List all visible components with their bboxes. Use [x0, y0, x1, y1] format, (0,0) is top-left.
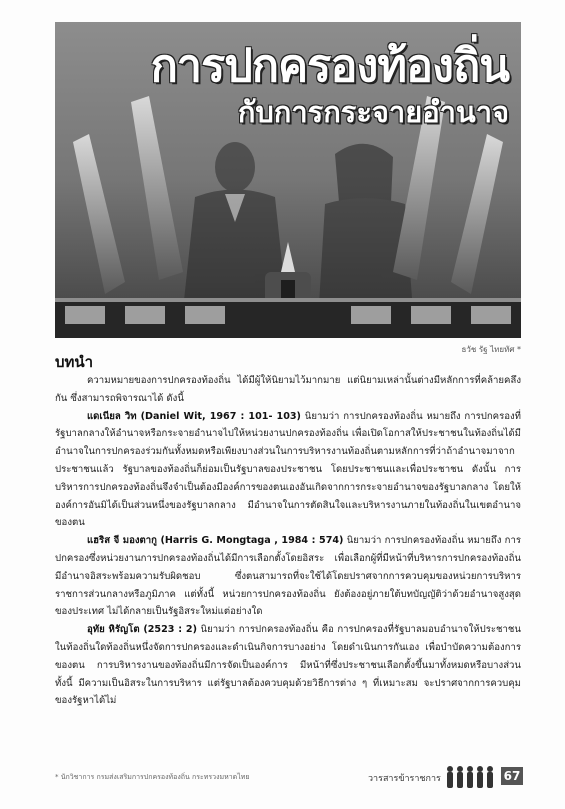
citation-lead: แดเนียล วิท (Daniel Wit, 1967 : 101- 103) [87, 410, 301, 422]
article-title-line1: การปกครองท้องถิ่น [150, 39, 509, 92]
citation-lead: อุทัย หิรัญโต (2523 : 2) [87, 624, 197, 636]
section-heading: บทนำ [55, 353, 94, 371]
article-body [55, 372, 521, 710]
paragraph-definition [55, 621, 521, 710]
paragraph-text: นิยามว่า การปกครองท้องถิ่น หมายถึง การปกครองซึ่งหน่วยงานการปกครองท้องถิ่นได้มีการเลือกตั้งโดยอิสระ เพื่อเลือกผู้ที่มีหน้าที่บริหารการปกครองท้องถิ่น มีอำนาจอิสระพร้อมความรับผิดชอบ ซึ่งตนสามารถที่จะใช้ได้โดยปราศจากการควบคุมของหน่วยการบริหารราชการส่วนกลางหรือภูมิภาค แต่ทั้งนี้ หน่วยการปกครองท้องถิ่น ยังต้องอยู่ภายใต้บทบัญญัติว่าด้วยอำนาจสูงสุดของประเทศ ไม่ได้กลายเป็นรัฐอิสระใหม่แต่อย่างใด [55, 535, 522, 618]
paragraph-text: ความหมายของการปกครองท้องถิ่น ได้มีผู้ให้นิยามไว้มากมาย แต่นิยามเหล่านั้นต่างมีหลักการที่คล้ายคลึงกัน ซึ่งสามารถพิจารณาได้ ดังนี้ [55, 375, 521, 404]
page-number: 67 [501, 767, 523, 785]
citation-lead: แฮริส จี มองตากู (Harris G. Mongtaga , 1984 : 574) [87, 535, 344, 547]
paragraph-intro [55, 372, 521, 408]
paragraph-text: นิยามว่า การปกครองท้องถิ่น หมายถึง การปกครองที่รัฐบาลกลางให้อำนาจหรือกระจายอำนาจไปให้หน่วยงานปกครองท้องถิ่น เพื่อเปิดโอกาสให้ประชาชนในท้องถิ่นได้มีอำนาจในการปกครองร่วมกันทั้งหมดหรือเพียงบางส่วนในการบริหารงานท้องถิ่นตามหลักการที่ว่าถ้าอำนาจมาจากประชาชนแล้ว รัฐบาลของท้องถิ่นก็ย่อมเป็นรัฐบาลของประชาชน โดยประชาชนและเพื่อประชาชน ดังนั้น การบริหารการปกครองท้องถิ่นจึงจำเป็นต้องมีองค์การของตนเองอันเกิดจากการกระจายอำนาจของรัฐบาลกลาง โดยให้องค์การอันมิได้เป็นส่วนหนึ่งของรัฐบาลกลาง มีอำนาจในการตัดสินใจและบริหารงานภายในท้องถิ่นในเขตอำนาจของตน [55, 410, 521, 529]
photo-caption: ธวัช รัฐ ไทยทัศ * [461, 345, 521, 354]
cover-photo [55, 22, 521, 338]
paragraph-definition [55, 408, 521, 533]
article-title-line2: กับการกระจายอำนาจ [237, 95, 509, 129]
paragraph-text: นิยามว่า การปกครองท้องถิ่น คือ การปกครองที่รัฐบาลมอบอำนาจให้ประชาชนในท้องถิ่นใดท้องถิ่นหนึ่งจัดการปกครองและดำเนินกิจการบางอย่าง โดยดำเนินการกันเอง เพื่อบำบัดความต้องการของตน การบริหารงานของท้องถิ่นมีการจัดเป็นองค์การ มีหน้าที่ซึ่งประชาชนเลือกตั้งขึ้นมาทั้งหมดหรือบางส่วน ทั้งนี้ มีความเป็นอิสระในการบริหาร แต่รัฐบาลต้องควบคุมด้วยวิธีการต่าง ๆ ที่เหมาะสม จะปราศจากการควบคุมของรัฐหาได้ไม่ [55, 624, 521, 707]
paragraph-definition [55, 532, 521, 621]
people-silhouette-icon [445, 764, 501, 790]
author-footnote: * นักวิชาการ กรมส่งเสริมการปกครองท้องถิ่น กระทรวงมหาดไทย [55, 773, 250, 781]
magazine-name: วารสารข้าราชการ [368, 774, 441, 784]
